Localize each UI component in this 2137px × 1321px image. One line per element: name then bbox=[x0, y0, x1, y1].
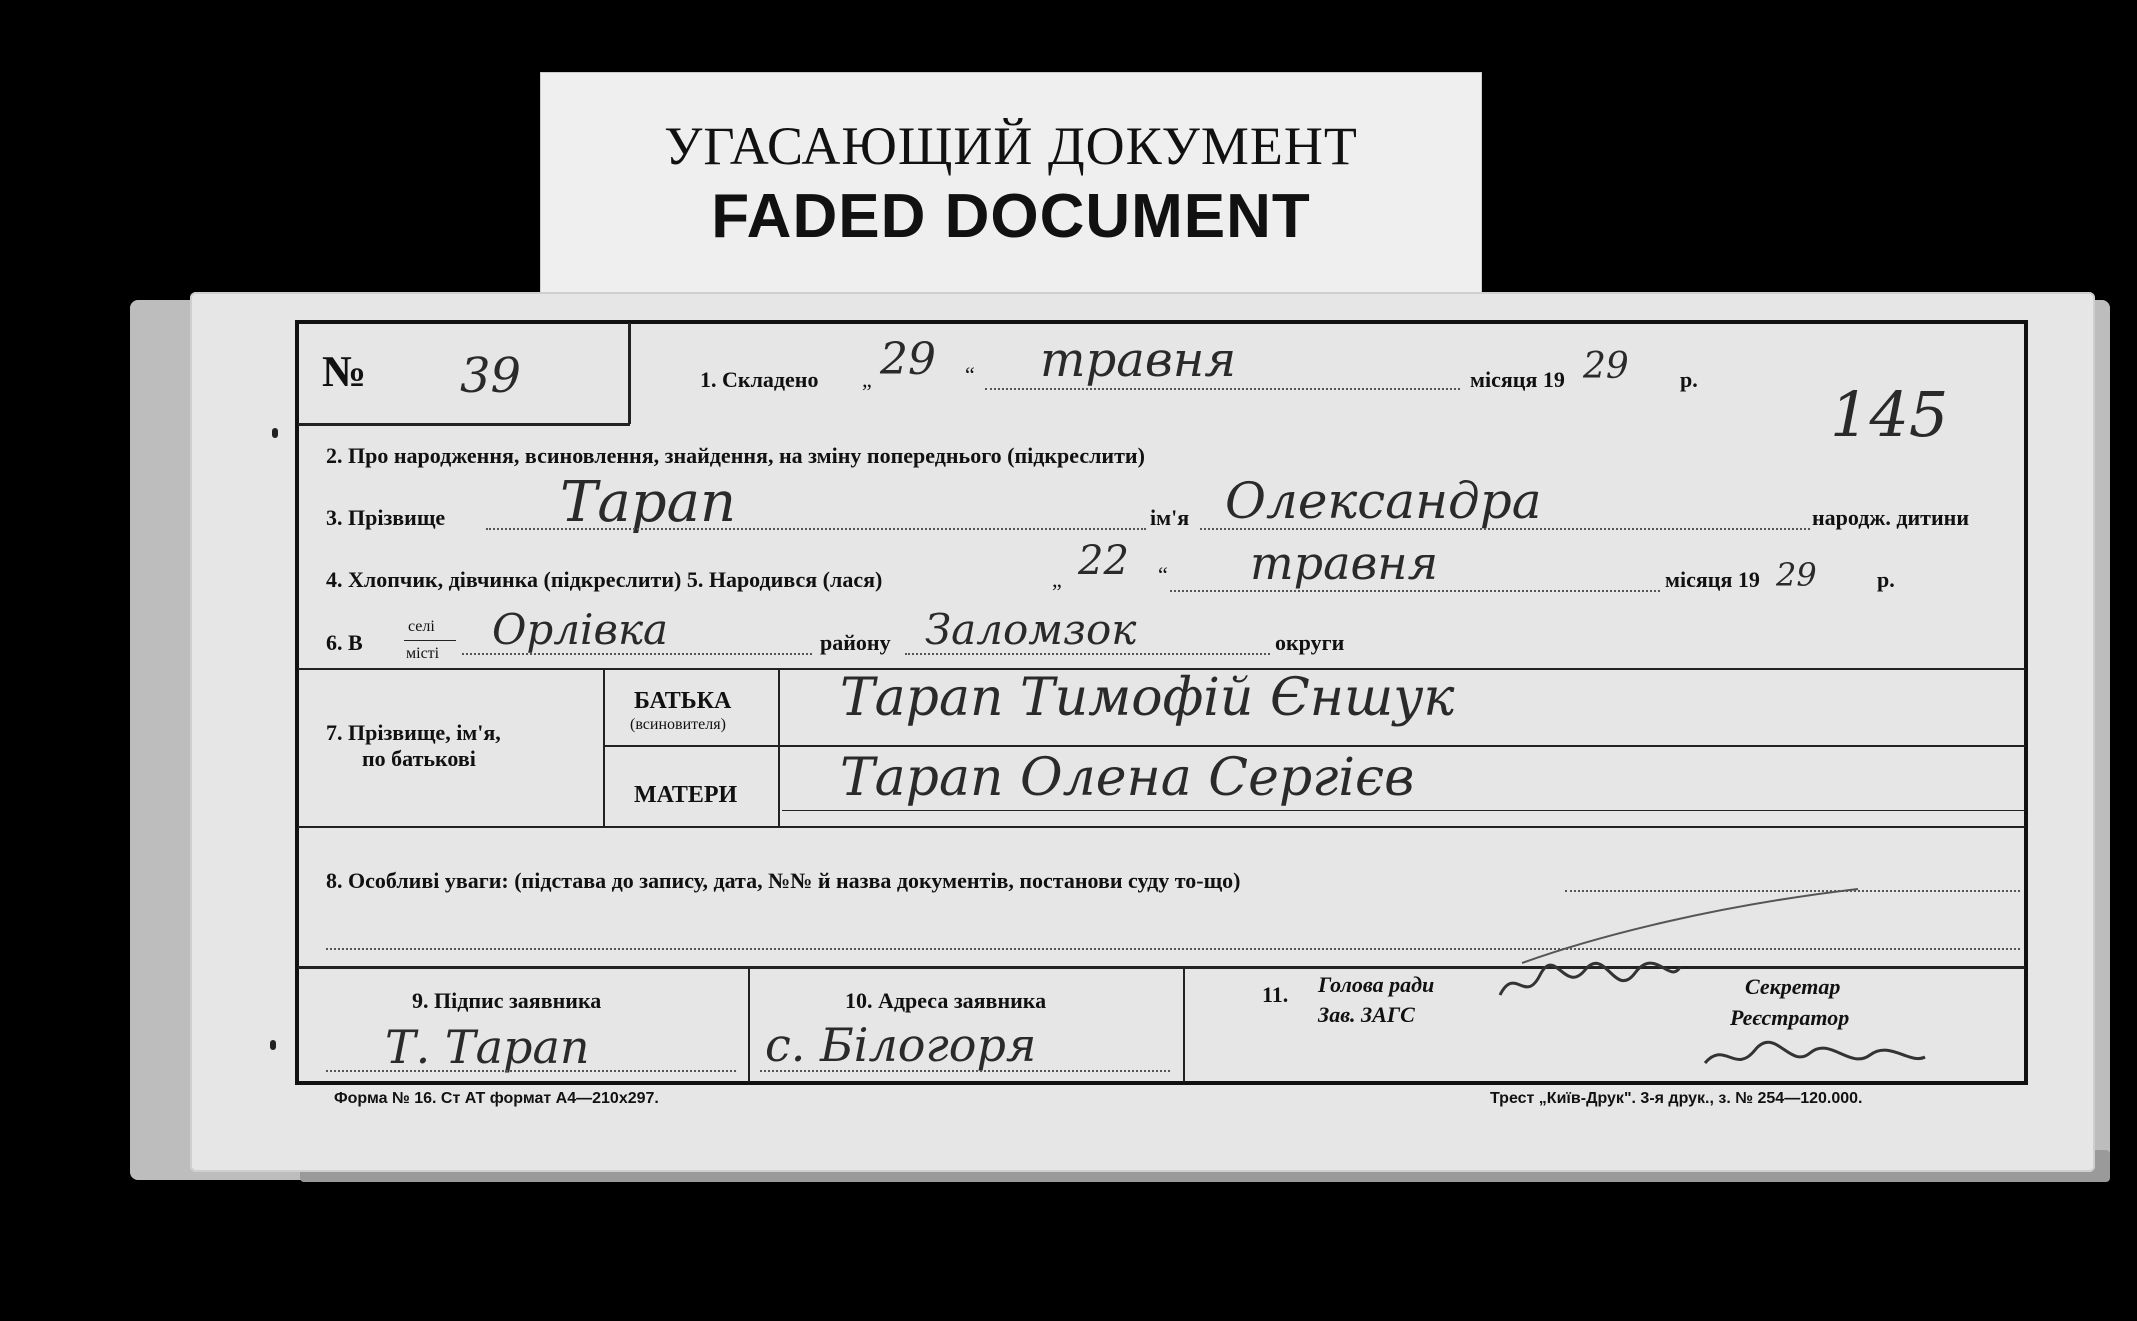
line4-month-label: місяця 19 bbox=[1665, 567, 1760, 592]
line3-surname: Тарап bbox=[560, 470, 737, 535]
line1-label: 1. Складено bbox=[700, 367, 819, 392]
quote-close: “ bbox=[965, 362, 975, 387]
line8-text: 8. Особливі уваги: (підстава до запису, дата, №№ й назва документів, постанови суду то-що) bbox=[326, 868, 1241, 893]
line1-month: травня bbox=[1040, 332, 1237, 388]
addr10-value: с. Білогоря bbox=[765, 1018, 1037, 1072]
line1-month-field bbox=[985, 388, 1460, 390]
line1-year-suffix: р. bbox=[1680, 367, 1698, 392]
line4-month: травня bbox=[1250, 536, 1439, 590]
line3-name-field bbox=[1200, 528, 1810, 530]
line4-year: 29 bbox=[1776, 556, 1817, 594]
line6-raion-label: району bbox=[820, 630, 891, 655]
zags-label: Зав. ЗАГС bbox=[1318, 1002, 1415, 1027]
faded-document-label bbox=[540, 72, 1482, 310]
line3-label: 3. Прізвище bbox=[326, 505, 446, 530]
line7-label: 7. Прізвище, ім'я, bbox=[326, 720, 501, 745]
line3-name-label: ім'я bbox=[1150, 505, 1190, 530]
line6-place: Орлівка bbox=[492, 605, 669, 654]
father-label: БАТЬКА bbox=[634, 688, 732, 714]
line6-town: місті bbox=[406, 645, 440, 662]
registrar-label: Реєстратор bbox=[1730, 1005, 1850, 1030]
rule bbox=[782, 810, 2025, 811]
secretary-label: Секретар bbox=[1745, 974, 1841, 999]
line3-name: Олександра bbox=[1225, 472, 1542, 530]
label-title-en: FADED DOCUMENT bbox=[711, 182, 1311, 251]
number-sign: № bbox=[322, 347, 367, 396]
addr10-field bbox=[760, 1070, 1170, 1072]
rule bbox=[628, 323, 631, 424]
line4-label: 4. Хлопчик, дівчинка (підкреслити) 5. Народився (лася) bbox=[326, 567, 883, 592]
rule bbox=[748, 969, 750, 1082]
punch-hole bbox=[270, 1040, 276, 1050]
head-label: Голова ради bbox=[1318, 972, 1435, 997]
line6-place-field bbox=[462, 653, 812, 655]
footer-left: Форма № 16. Ст АТ формат А4—210х297. bbox=[334, 1090, 659, 1107]
fraction-rule bbox=[404, 640, 456, 641]
record-number: 39 bbox=[460, 348, 522, 404]
quote-open: „ bbox=[1052, 567, 1062, 592]
line6-okrug: округи bbox=[1275, 630, 1345, 655]
rule bbox=[298, 826, 2025, 828]
punch-hole bbox=[272, 428, 278, 438]
corner-number: 145 bbox=[1830, 378, 1949, 451]
rule bbox=[605, 745, 2025, 747]
line6-village: селі bbox=[408, 618, 435, 635]
line6-raion: Заломзок bbox=[925, 605, 1137, 654]
rule bbox=[298, 966, 2025, 969]
quote-close: “ bbox=[1158, 562, 1168, 587]
item11-label: 11. bbox=[1262, 982, 1289, 1007]
line2-text: 2. Про народження, всиновлення, знайдення, на зміну попереднього (підкреслити) bbox=[326, 443, 1145, 468]
rule bbox=[778, 670, 780, 826]
line6-label: 6. В bbox=[326, 630, 363, 655]
rule bbox=[1183, 969, 1185, 1082]
line6-raion-field bbox=[905, 653, 1270, 655]
father-name: Тарап Тимофій Єншук bbox=[840, 668, 1455, 728]
line3-surname-field bbox=[486, 528, 1146, 530]
mother-name: Тарап Олена Сергієв bbox=[840, 748, 1415, 808]
rule bbox=[298, 423, 630, 426]
footer-right: Трест „Київ-Друк". 3-я друк., з. № 254—120.000. bbox=[1490, 1090, 1863, 1107]
father-sublabel: (всиновителя) bbox=[630, 716, 726, 733]
line3-suffix: народж. дитини bbox=[1812, 505, 1969, 530]
line1-year: 29 bbox=[1583, 346, 1629, 387]
quote-open: „ bbox=[862, 367, 872, 392]
addr10-label: 10. Адреса заявника bbox=[845, 988, 1047, 1013]
mother-label: МАТЕРИ bbox=[634, 782, 738, 808]
label-title-ru: УГАСАЮЩИЙ ДОКУМЕНТ bbox=[664, 116, 1358, 176]
registrar-signature bbox=[1700, 1035, 1930, 1080]
sig9-field bbox=[326, 1070, 736, 1072]
sig9-value: Т. Тарап bbox=[385, 1020, 590, 1074]
line4-day: 22 bbox=[1078, 538, 1129, 584]
diagonal-stroke bbox=[1520, 885, 1860, 965]
line1-day: 29 bbox=[880, 334, 936, 385]
rule bbox=[603, 670, 605, 826]
line1-month-label: місяця 19 bbox=[1470, 367, 1565, 392]
line4-year-suffix: р. bbox=[1877, 567, 1895, 592]
line7-label-2: по батькові bbox=[362, 746, 476, 771]
line4-month-field bbox=[1170, 590, 1660, 592]
sig9-label: 9. Підпис заявника bbox=[412, 988, 602, 1013]
